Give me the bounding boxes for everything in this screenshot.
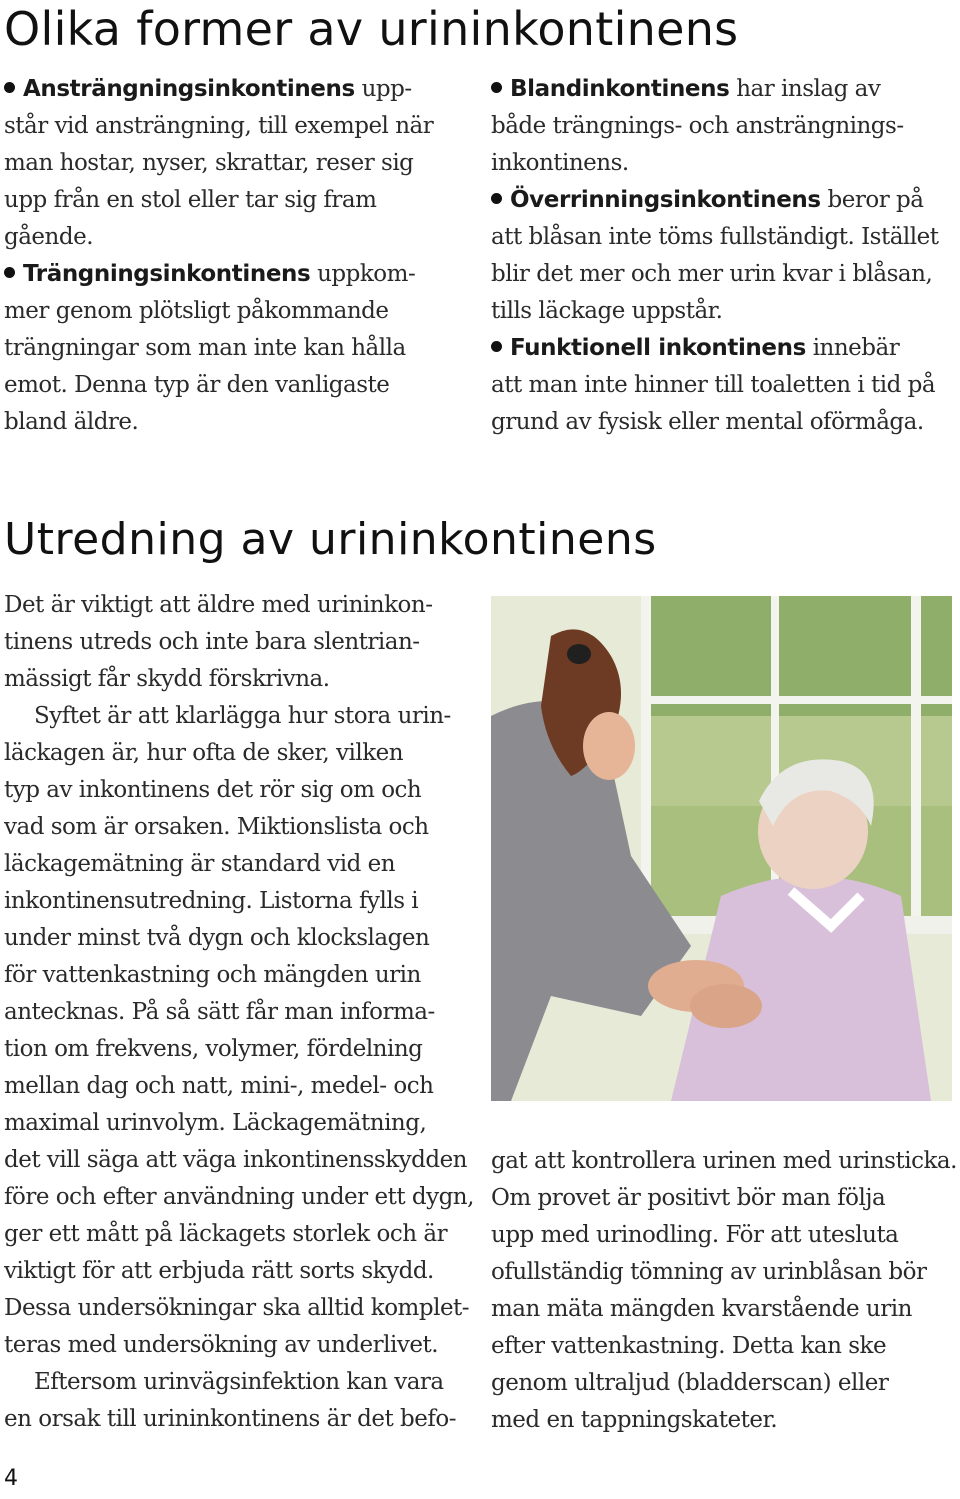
text-line: Om provet är positivt bör man följa (491, 1185, 886, 1211)
text-line: inkontinensutredning. Listorna fylls i (4, 888, 419, 914)
text-line: Syftet är att klarlägga hur stora urin- (34, 703, 451, 729)
text-line: tills läckage uppstår. (491, 298, 723, 324)
text-line: antecknas. På så sätt får man informa- (4, 999, 435, 1025)
text-line: man hostar, nyser, skrattar, reser sig (4, 150, 414, 176)
text-line: blir det mer och mer urin kvar i blåsan, (491, 261, 933, 287)
text-line: att man inte hinner till toaletten i tid på (491, 372, 936, 398)
text-line: med en tappningskateter. (491, 1407, 778, 1433)
text-line: gående. (4, 224, 94, 250)
text-line: innebär (812, 335, 900, 361)
text-line: uppkom- (317, 261, 416, 287)
text-line: bland äldre. (4, 409, 139, 435)
text-line: tion om frekvens, volymer, fördelning (4, 1036, 423, 1062)
text-line: trängningar som man inte kan hålla (4, 335, 406, 361)
text-line: efter vattenkastning. Detta kan ske (491, 1333, 887, 1359)
text-line: det vill säga att väga inkontinensskydden (4, 1147, 467, 1173)
text-line: en orsak till urininkontinens är det befo- (4, 1406, 457, 1432)
text-line: har inslag av (736, 76, 881, 102)
text-line: Det är viktigt att äldre med urininkon- (4, 592, 433, 618)
types-column-left (4, 71, 474, 441)
investigation-column-left (4, 587, 474, 1438)
text-line: maximal urinvolym. Läckagemätning, (4, 1110, 427, 1136)
text-line: både trängnings- och ansträngnings- (491, 113, 904, 139)
paragraph (4, 1364, 474, 1438)
investigation-column-right (491, 1143, 957, 1439)
text-line: ofullständig tömning av urinblåsan bör (491, 1259, 927, 1285)
text-line: inkontinens. (491, 150, 629, 176)
text-line: mässigt får skydd förskrivna. (4, 666, 330, 692)
text-line: typ av inkontinens det rör sig om och (4, 777, 422, 803)
paragraph (491, 1143, 957, 1439)
text-line: tinens utreds och inte bara slentrian- (4, 629, 420, 655)
text-line: mer genom plötsligt påkommande (4, 298, 389, 324)
text-line: viktigt för att erbjuda rätt sorts skydd. (4, 1258, 434, 1284)
text-line: under minst två dygn och klockslagen (4, 925, 430, 951)
paragraph (4, 698, 474, 1364)
type-item-functional (491, 330, 957, 441)
text-line: läckagemätning är standard vid en (4, 851, 396, 877)
type-term: Överrinningsinkontinens (510, 187, 821, 213)
text-line: upp- (361, 76, 412, 102)
page-number: 4 (4, 1466, 18, 1491)
bullet-icon (491, 82, 502, 93)
type-item-urge (4, 256, 474, 441)
text-line: för vattenkastning och mängden urin (4, 962, 421, 988)
type-item-stress (4, 71, 474, 256)
section-title-types: Olika former av urininkontinens (4, 2, 739, 56)
text-line: Eftersom urinvägsinfektion kan vara (34, 1369, 444, 1395)
type-term: Trängningsinkontinens (23, 261, 311, 287)
text-line: mellan dag och natt, mini-, medel- och (4, 1073, 434, 1099)
text-line: teras med undersökning av underlivet. (4, 1332, 439, 1358)
bullet-icon (491, 341, 502, 352)
bullet-icon (491, 193, 502, 204)
text-line: före och efter användning under ett dygn, (4, 1184, 474, 1210)
text-line: vad som är orsaken. Miktionslista och (4, 814, 429, 840)
type-term: Ansträngningsinkontinens (23, 76, 355, 102)
text-line: grund av fysisk eller mental oförmåga. (491, 409, 924, 435)
bullet-icon (4, 82, 15, 93)
text-line: står vid ansträngning, till exempel när (4, 113, 434, 139)
text-line: beror på (827, 187, 924, 213)
text-line: läckagen är, hur ofta de sker, vilken (4, 740, 404, 766)
caregiver-elderly-woman-photo (491, 596, 952, 1101)
text-line: gat att kontrollera urinen med urinsticka. (491, 1148, 957, 1174)
text-line: att blåsan inte töms fullständigt. Istället (491, 224, 939, 250)
text-line: emot. Denna typ är den vanligaste (4, 372, 390, 398)
type-item-overflow (491, 182, 957, 330)
text-line: genom ultraljud (bladderscan) eller (491, 1370, 889, 1396)
text-line: upp med urinodling. För att utesluta (491, 1222, 899, 1248)
type-item-mixed (491, 71, 957, 182)
text-line: upp från en stol eller tar sig fram (4, 187, 377, 213)
section-title-investigation: Utredning av urininkontinens (4, 514, 657, 565)
paragraph (4, 587, 474, 698)
text-line: Dessa undersökningar ska alltid komplet- (4, 1295, 470, 1321)
text-line: ger ett mått på läckagets storlek och är (4, 1221, 448, 1247)
type-term: Funktionell inkontinens (510, 335, 806, 361)
text-line: man mäta mängden kvarstående urin (491, 1296, 912, 1322)
types-column-right (491, 71, 957, 441)
bullet-icon (4, 267, 15, 278)
type-term: Blandinkontinens (510, 76, 730, 102)
